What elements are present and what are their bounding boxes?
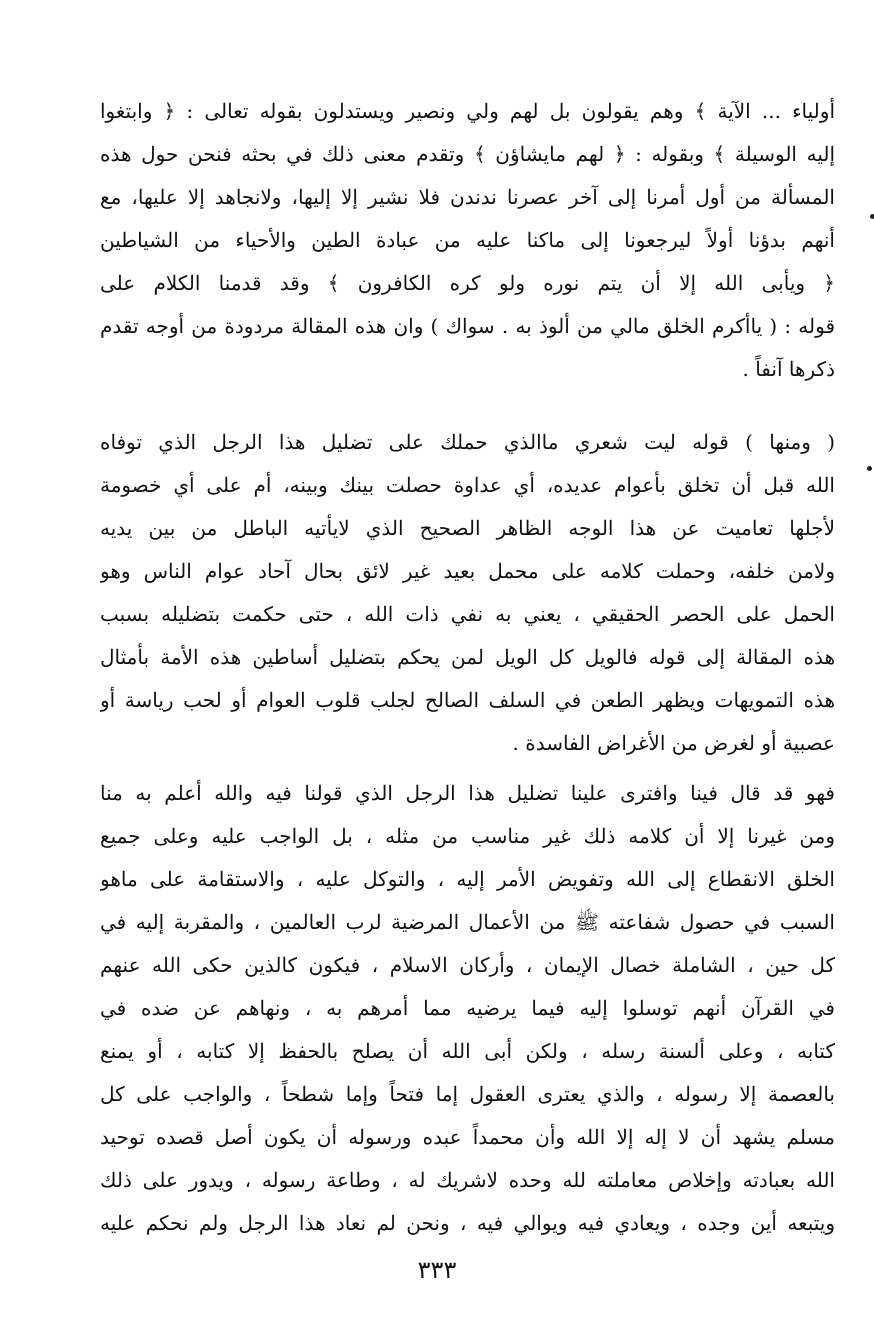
text-line: ولامن خلفه، وحملت كلامه على محمل بعيد غير لائق بحال آحاد عوام الناس وهو xyxy=(100,559,835,583)
text-line: الله بعبادته وإخلاص معاملته لله وحده لاشريك له ، وطاعة رسوله ، ويدور على ذلك xyxy=(100,1168,835,1192)
text-line: السبب في حصول شفاعته ﷺ من الأعمال المرضية لرب العالمين ، والمقربة إليه في xyxy=(100,910,835,934)
text-line: المسألة من أول أمرنا إلى آخر عصرنا ندندن فلا نشير إلا إليها، ولانجاهد إلا عليها، مع xyxy=(100,185,835,209)
text-line: الحمل على الحصر الحقيقي ، يعني به نفي ذات الله ، حتى حكمت بتضليله بسبب xyxy=(100,602,835,626)
text-line: إليه الوسيلة ﴾ وبقوله : ﴿ لهم مايشاؤن ﴾ وتقدم معنى ذلك في بحثه فنحن حول هذه xyxy=(100,142,835,166)
text-line: كتابه ، وعلى ألسنة رسله ، ولكن أبى الله أن يصلح بالحفظ إلا كتابه ، أو يمنع xyxy=(100,1039,835,1063)
text-line: هذه المقالة إلى قوله فالويل كل الويل لمن يحكم بتضليل أساطين هذه الأمة بأمثال xyxy=(100,645,835,669)
text-line: الله قبل أن تخلق بأعوام عديده، أي عداوة حصلت بينك وبينه، أم على أي خصومة xyxy=(100,473,835,497)
text-line: ( ومنها ) قوله ليت شعري ماالذي حملك على تضليل هذا الرجل الذي توفاه xyxy=(100,430,835,454)
text-line: قوله : ( ياأكرم الخلق مالي من ألوذ به . سواك ) وان هذه المقالة مردودة من أوجه تقدم xyxy=(100,314,835,338)
text-line: ذكرها آنفاً . xyxy=(742,357,835,381)
text-line: أولياء ... الآية ﴾ وهم يقولون بل لهم ولي ونصير ويستدلون بقوله تعالى : ﴿ وابتغوا xyxy=(100,99,835,123)
text-line: مسلم يشهد أن لا إله إلا الله وأن محمداً عبده ورسوله أن يكون أصل قصده توحيد xyxy=(100,1125,835,1149)
text-line: ﴿ ويأبى الله إلا أن يتم نوره ولو كره الكافرون ﴾ وقد قدمنا الكلام على xyxy=(100,271,835,295)
paragraph-2 xyxy=(100,421,835,765)
text-line: الخلق الانقطاع إلى الله وتفويض الأمر إليه ، والتوكل عليه ، والاستقامة على ماهو xyxy=(100,867,835,891)
text-line: في القرآن أنهم توسلوا إليه فيما يرضيه مما أمرهم به ، ونهاهم عن ضده في xyxy=(100,996,835,1020)
text-line: فهو قد قال فينا وافترى علينا تضليل هذا الرجل الذي قولنا فيه والله أعلم به منا xyxy=(100,781,835,805)
text-line: أنهم بدؤنا أولاً ليرجعونا إلى ماكنا عليه من عبادة الطين والأحياء من الشياطين xyxy=(100,228,835,252)
text-line: عصبية أو لغرض من الأغراض الفاسدة . xyxy=(512,731,835,755)
margin-mark xyxy=(870,214,874,219)
paragraph-1 xyxy=(100,90,835,391)
text-line: ومن غيرنا إلا أن كلامه ذلك غير مناسب من مثله ، بل الواجب عليه وعلى جميع xyxy=(100,824,835,848)
text-line: بالعصمة إلا رسوله ، والذي يعترى العقول إما فتحاً وإما شطحاً ، والواجب على كل xyxy=(100,1082,835,1106)
text-line: هذه التمويهات ويظهر الطعن في السلف الصالح لجلب قلوب العوام أو لحب رياسة أو xyxy=(100,688,835,712)
text-line: لأجلها تعاميت عن هذا الوجه الظاهر الصحيح الذي لايأتيه الباطل من بين يديه xyxy=(100,516,835,540)
margin-mark xyxy=(867,466,872,471)
page-number: ٣٣٣ xyxy=(417,1256,457,1284)
paragraph-3 xyxy=(100,772,835,1245)
text-line: كل حين ، الشاملة خصال الإيمان ، وأركان الاسلام ، فيكون كالذين حكى الله عنهم xyxy=(100,953,835,977)
text-line: ويتبعه أين وجده ، ويعادي فيه ويوالي فيه ، ونحن لم نعاد هذا الرجل ولم نحكم عليه xyxy=(100,1211,835,1235)
